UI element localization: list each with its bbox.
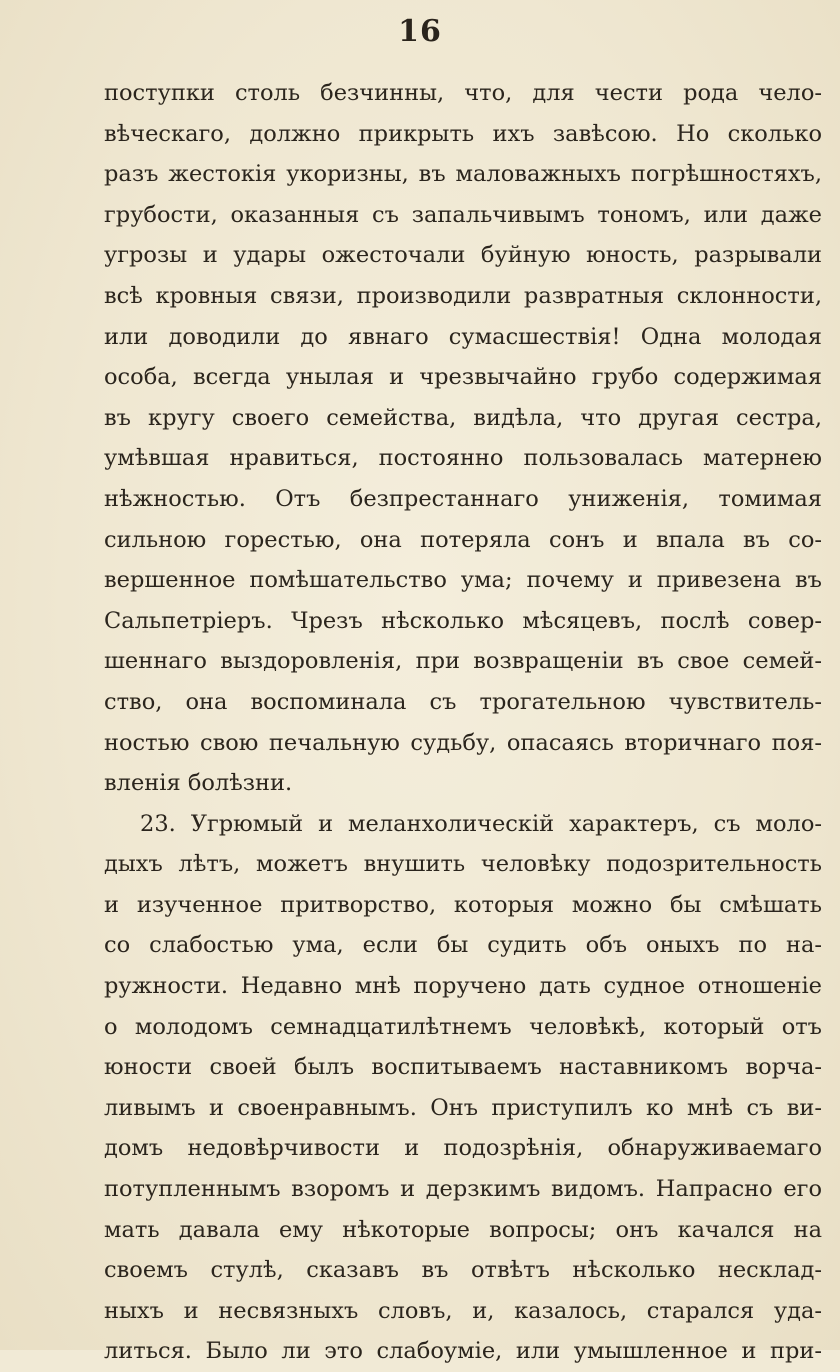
- text-line: о молодомъ семнадцатилѣтнемъ человѣкѣ, который отъ: [104, 1013, 822, 1040]
- text-line: умѣвшая нравиться, постоянно пользовалась матернею: [104, 445, 822, 472]
- body-text: [104, 73, 822, 1372]
- text-line: нѣжностью. Отъ безпрестаннаго униженія, томимая: [104, 485, 822, 512]
- text-line: ностью свою печальную судьбу, опасаясь вторичнаго поя-: [104, 729, 822, 756]
- text-line: ружности. Недавно мнѣ поручено дать судное отношеніе: [104, 973, 822, 1000]
- text-line: угрозы и удары ожесточали буйную юность, разрывали: [104, 242, 822, 269]
- text-line: разъ жестокія укоризны, въ маловажныхъ погрѣшностяхъ,: [104, 161, 822, 188]
- text-line: мать давала ему нѣкоторые вопросы; онъ качался на: [104, 1216, 822, 1243]
- page-number: 16: [398, 14, 442, 49]
- text-line: Сальпетріеръ. Чрезъ нѣсколько мѣсяцевъ, послѣ совер-: [104, 607, 822, 634]
- text-line: грубости, оказанныя съ запальчивымъ тономъ, или даже: [104, 201, 822, 228]
- text-line: поступки столь безчинны, что, для чести рода чело-: [104, 80, 822, 106]
- text-line: сильною горестью, она потеряла сонъ и впала въ со-: [104, 526, 822, 553]
- text-line: въ кругу своего семейства, видѣла, что другая сестра,: [104, 404, 822, 431]
- text-line: или доводили до явнаго сумасшествія! Одна молодая: [104, 323, 822, 350]
- text-line: дыхъ лѣтъ, можетъ внушить человѣку подозрительность: [104, 851, 822, 878]
- text-line: ливымъ и своенравнымъ. Онъ приступилъ ко мнѣ съ ви-: [104, 1094, 822, 1121]
- text-line: потупленнымъ взоромъ и дерзкимъ видомъ. Напрасно его: [104, 1176, 822, 1203]
- text-line: ство, она воспоминала съ трогательною чувствитель-: [104, 688, 822, 715]
- text-line: ныхъ и несвязныхъ словъ, и, казалось, старался уда-: [104, 1297, 822, 1324]
- text-line: со слабостью ума, если бы судить объ оныхъ по на-: [104, 932, 822, 959]
- text-line: вершенное помѣшательство ума; почему и привезена въ: [104, 567, 822, 594]
- text-line: всѣ кровныя связи, производили развратныя склонности,: [104, 282, 822, 309]
- text-line: домъ недовѣрчивости и подозрѣнія, обнаруживаемаго: [104, 1135, 822, 1162]
- text-line: и изученное притворство, которыя можно бы смѣшать: [104, 891, 822, 918]
- text-line: 23. Угрюмый и меланхолическій характеръ, съ моло-: [140, 810, 822, 837]
- text-line: юности своей былъ воспитываемъ наставникомъ ворча-: [104, 1054, 822, 1081]
- text-line: своемъ стулѣ, сказавъ въ отвѣтъ нѣсколько несклад-: [104, 1257, 822, 1284]
- text-line: вленія болѣзни.: [104, 770, 293, 797]
- text-line: шеннаго выздоровленія, при возвращеніи въ свое семей-: [104, 648, 822, 675]
- text-line: литься. Было ли это слабоуміе, или умышленное и при-: [104, 1338, 822, 1365]
- text-line: особа, всегда унылая и чрезвычайно грубо содержимая: [104, 364, 822, 391]
- text-line: вѣческаго, должно прикрыть ихъ завѣсою. Но сколько: [104, 120, 822, 147]
